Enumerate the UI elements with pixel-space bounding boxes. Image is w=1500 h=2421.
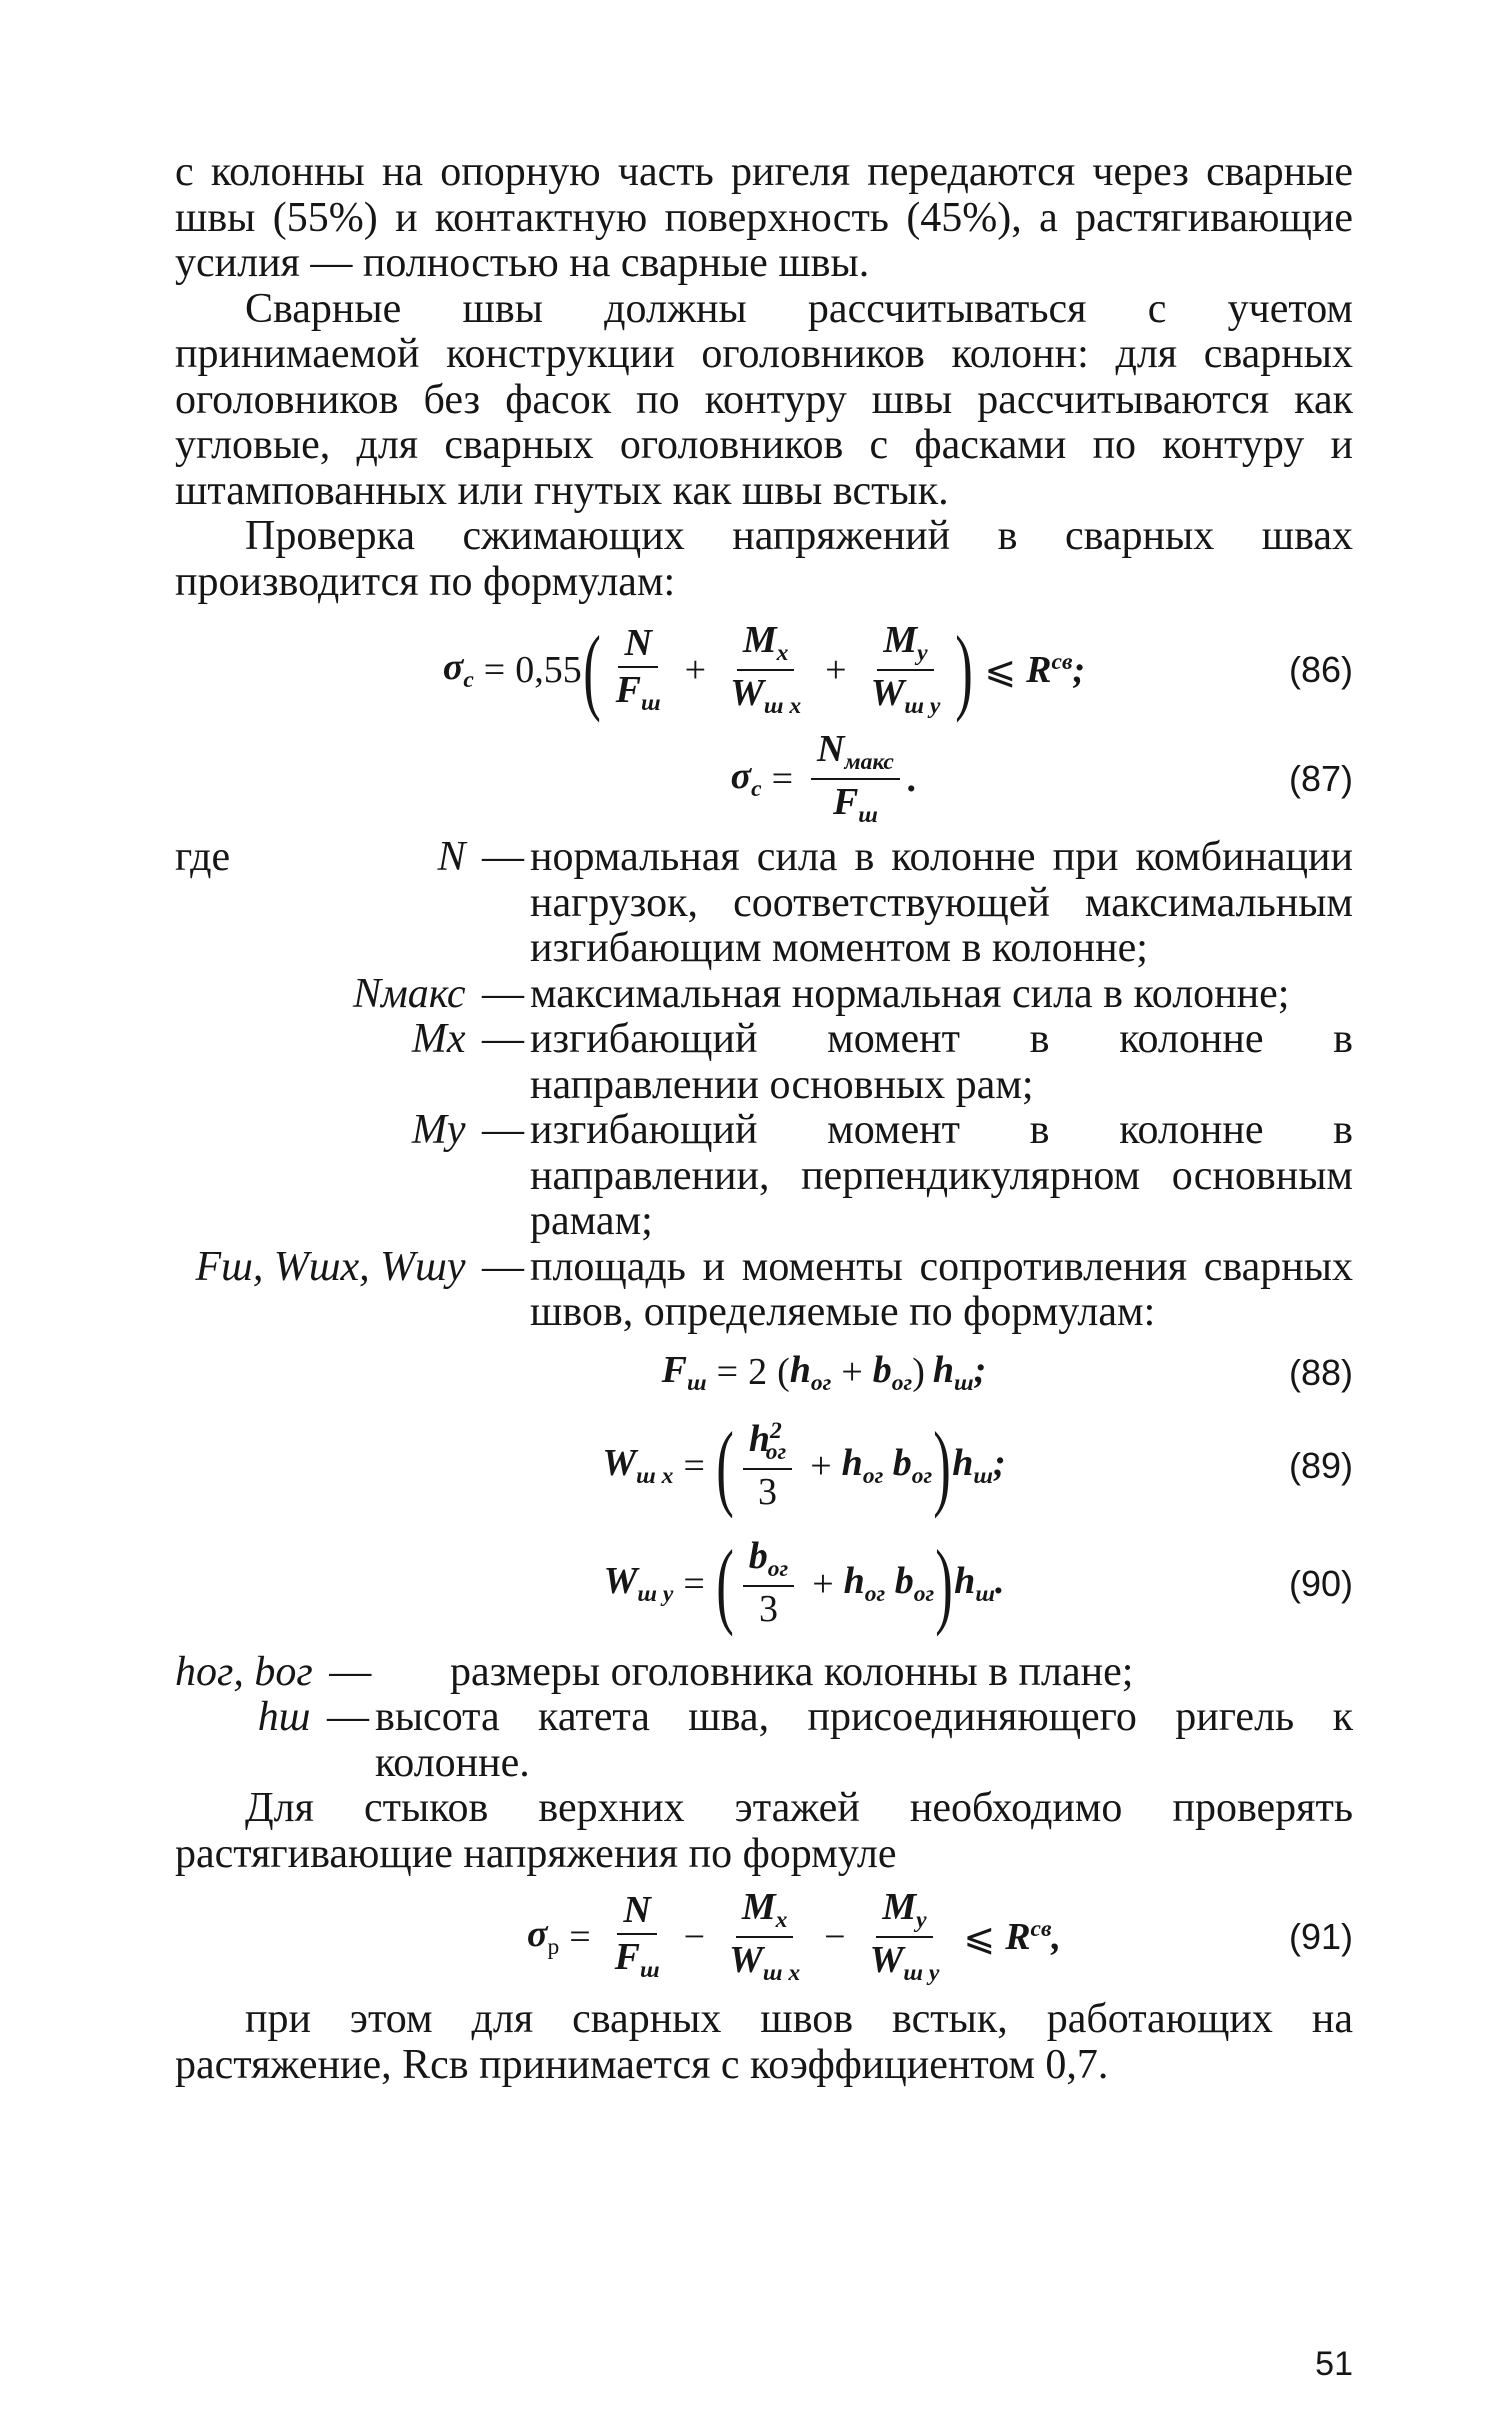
formula-89-number: (89) — [1288, 1444, 1353, 1486]
paragraph-3: Проверка сжимающих напряжений в сварных швах производится по формулам: — [175, 513, 1353, 605]
definition-description: размеры оголовника колонны в плане; — [450, 1648, 1134, 1695]
formula-90-expression: $W_{ш y}$ = ( $\frac{b_{ог}}{3}$ + $h_{ог}$ $b_{ог}$ ) $h_ш$. — [603, 1529, 1005, 1637]
definition-term: hог, bог — — [175, 1648, 372, 1695]
definition-item — [175, 1017, 1353, 1108]
definition-item — [175, 835, 1353, 972]
definition-item — [175, 972, 1353, 1018]
definition-item — [175, 1108, 1353, 1245]
formula-90 — [175, 1526, 1353, 1642]
definition-term: Mx — — [411, 1016, 524, 1062]
formula-87-expression: $\sigma_c$ = $\frac{N_{макс}}{F_ш}$ . — [730, 728, 918, 829]
definition-item — [175, 1245, 1353, 1336]
definition-description: высота катета шва, присоединяющего ригель к колонне. — [375, 1694, 1353, 1786]
definition-item — [175, 1650, 1353, 1696]
formula-88 — [175, 1340, 1353, 1406]
definition-description: изгибающий момент в колонне в направлении основных рам; — [530, 1016, 1353, 1108]
formula-87-number: (87) — [1288, 758, 1353, 799]
page-content — [175, 150, 1353, 2088]
definition-item — [175, 1695, 1353, 1786]
formula-86 — [175, 611, 1353, 729]
definition-term: hш — — [257, 1694, 369, 1740]
formula-86-number: (86) — [1288, 649, 1353, 690]
paragraph-1: с колонны на опорную часть ригеля передаются через сварные швы (55%) и контактную поверхность (45%), а растягивающие усилия — полностью на сварные швы. — [175, 149, 1353, 286]
formula-88-expression: $F_ш$ = 2 ( $h_{ог}$ + $b_{ог}$ ) $h_ш$; — [661, 1348, 987, 1397]
definition-description: максимальная нормальная сила в колонне; — [530, 970, 1290, 1017]
formula-88-coef: 2 — [748, 1351, 768, 1394]
paragraph-4: Для стыков верхних этажей необходимо проверять растягивающие напряжения по формуле — [175, 1785, 1353, 1877]
formula-89 — [175, 1406, 1353, 1526]
definition-term: Fш, Wшx, Wшy — — [195, 1243, 524, 1290]
page-number: 51 — [1315, 2345, 1353, 2383]
definitions-list — [175, 835, 1353, 1336]
where-label: где — [175, 834, 231, 880]
formula-88-number: (88) — [1288, 1351, 1353, 1393]
definition-description: нормальная сила в колонне при комбинации нагрузок, соответствующей максимальным изгибающим моментом в колонне; — [530, 834, 1353, 971]
formula-86-coef: 0,55 — [515, 649, 582, 691]
formula-90-number: (90) — [1288, 1562, 1353, 1604]
formula-91 — [175, 1877, 1353, 1997]
formula-91-expression: $\sigma_р$ = $\frac{N}{F_ш}$ − $\frac{M_x}{W_{ш x}}$ − $\frac{M_y}{W_{ш y}}$ ⩽ $R^{св}$, — [526, 1886, 1062, 1987]
definition-term: Nмакс — — [352, 970, 524, 1017]
formula-89-expression: $W_{ш x}$ = ( $\frac{h^2_{ог}}{3}$ + $h_{ог}$ $b_{ог}$ ) $h_ш$; — [602, 1411, 1006, 1519]
paragraph-5: при этом для сварных швов встык, работающих на растяжение, Rсв принимается с коэффициентом 0,7. — [175, 1996, 1353, 2088]
definition-description: изгибающий момент в колонне в направлении, перпендикулярном основным рамам; — [530, 1107, 1353, 1244]
formula-87 — [175, 729, 1353, 829]
paragraph-2: Сварные швы должны рассчитываться с учетом принимаемой конструкции оголовников колонн: для сварных оголовников без фасок по контуру швы рассчитываются как угловые, для сварных оголовников с фасками по контуру и штампованных или гнутых как швы встык. — [175, 285, 1353, 514]
definition-description: площадь и моменты сопротивления сварных швов, определяемые по формулам: — [530, 1243, 1353, 1335]
formula-91-number: (91) — [1288, 1916, 1353, 1957]
definition-term: N — — [437, 834, 524, 880]
definition-term: My — — [411, 1107, 524, 1153]
formula-86-expression: $\sigma_c$ = 0,55 ( $\frac{N}{F_ш}$ + $\frac{M_x}{W_{ш x}}$ + $\frac{M_y}{W_{ш y}}$ ) ⩽ $R^{св}$; — [442, 616, 1086, 723]
definitions-list-2 — [175, 1650, 1353, 1787]
